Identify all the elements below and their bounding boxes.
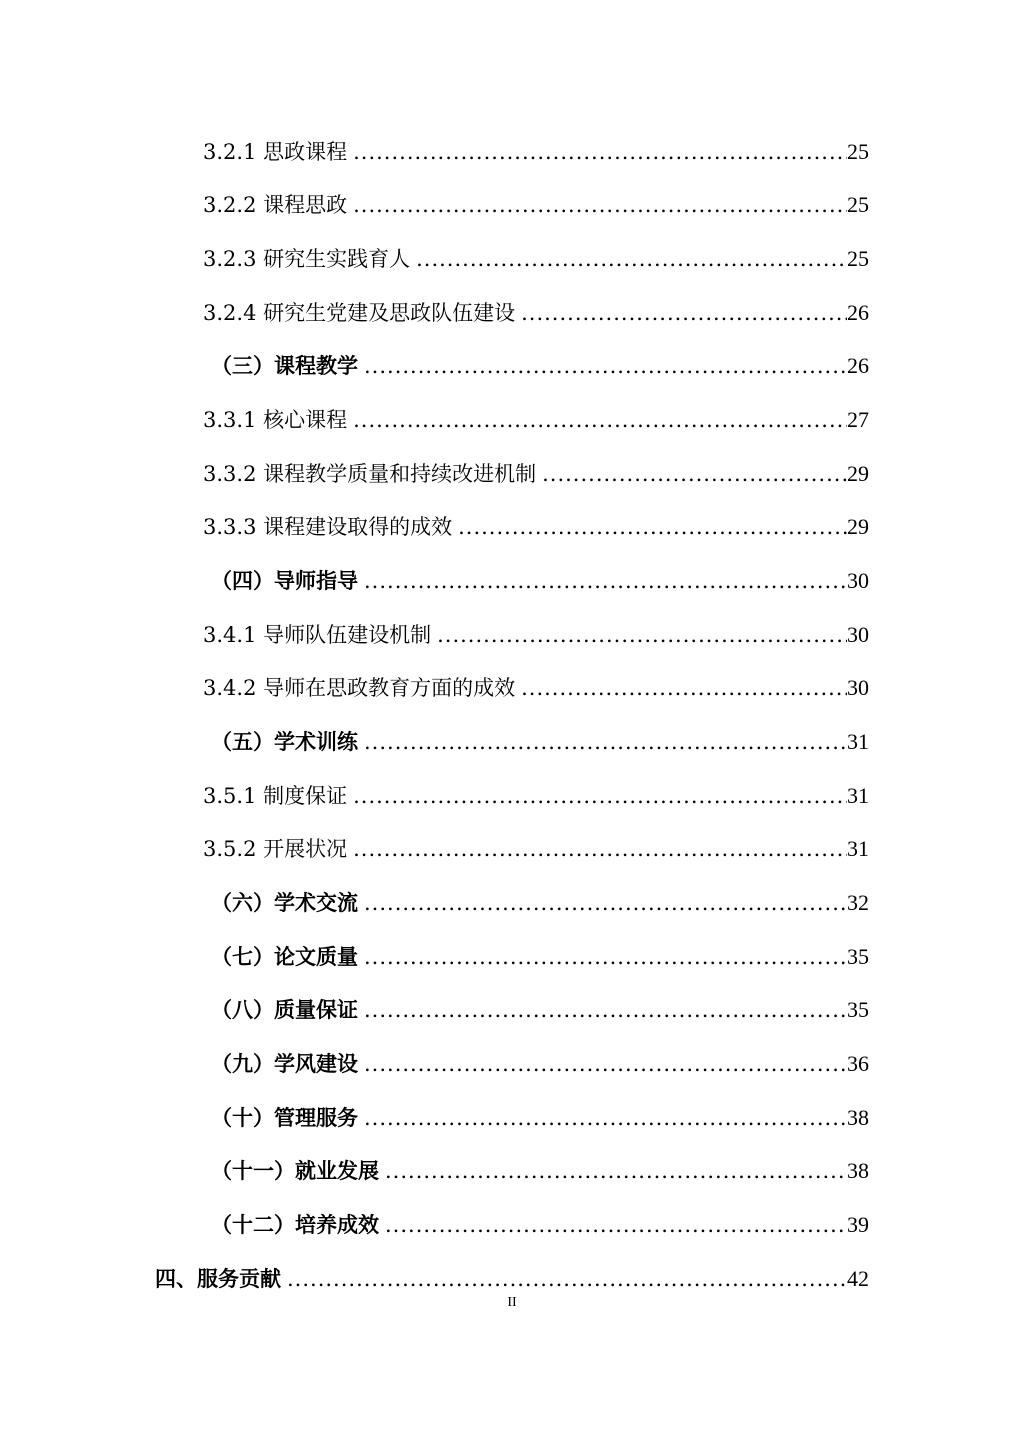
toc-entry-page: 26 [847,300,869,325]
dot-leader [385,1156,847,1186]
toc-entry-label: 3.5.1 制度保证 [203,784,348,808]
toc-entry[interactable] [211,995,869,1025]
toc-entry-page: 29 [847,514,869,539]
toc-entry[interactable] [155,1264,869,1294]
toc-entry[interactable] [203,459,869,489]
dot-leader [416,244,847,274]
toc-entry-page: 30 [847,675,869,700]
toc-entry-label: （十一）就业发展 [211,1158,379,1183]
toc-entry[interactable] [211,727,869,757]
toc-entry[interactable] [203,298,869,328]
toc-entry[interactable] [211,566,869,596]
toc-entry-page: 29 [847,461,869,486]
toc-entry[interactable] [211,888,869,918]
toc-entry[interactable] [203,673,869,703]
toc-entry-page: 25 [847,139,869,164]
toc-entry-page: 35 [847,944,869,969]
toc-entry[interactable] [211,351,869,381]
toc-entry-label: 3.2.1 思政课程 [203,140,348,164]
toc-entry[interactable] [203,834,869,864]
dot-leader [364,566,847,596]
toc-entry-label: （六）学术交流 [211,890,358,915]
toc-entry[interactable] [211,1103,869,1133]
toc-entry-label: 3.4.1 导师队伍建设机制 [203,623,432,647]
toc-entry-page: 35 [847,997,869,1022]
toc-entry-page: 38 [847,1158,869,1183]
toc-entry[interactable] [203,781,869,811]
toc-entry-page: 32 [847,890,869,915]
toc-entry-label: （五）学术训练 [211,729,358,754]
dot-leader [521,673,847,703]
toc-entry[interactable] [211,1210,869,1240]
toc-entry[interactable] [211,1049,869,1079]
toc-entry-page: 31 [847,729,869,754]
dot-leader [364,995,847,1025]
toc-entry[interactable] [203,405,869,435]
dot-leader [364,351,847,381]
toc-entry-page: 30 [847,568,869,593]
toc-entry[interactable] [203,190,869,220]
toc-entry-label: （三）课程教学 [211,353,358,378]
dot-leader [542,459,847,489]
page-number: II [507,1295,517,1310]
dot-leader [353,405,847,435]
toc-entry-label: 3.3.3 课程建设取得的成效 [203,515,453,539]
toc-entry[interactable] [203,512,869,542]
toc-entry-page: 36 [847,1051,869,1076]
dot-leader [458,512,847,542]
dot-leader [521,298,847,328]
toc-entry-page: 39 [847,1212,869,1237]
toc-entry-label: 3.2.2 课程思政 [203,193,348,217]
dot-leader [364,1103,847,1133]
toc-entry-label: （七）论文质量 [211,944,358,969]
dot-leader [364,942,847,972]
dot-leader [364,888,847,918]
toc-entry[interactable] [211,1156,869,1186]
toc-entry-label: 3.3.2 课程教学质量和持续改进机制 [203,462,537,486]
toc-entry-page: 38 [847,1105,869,1130]
toc-entry-page: 25 [847,192,869,217]
toc-entry-label: 四、服务贡献 [155,1266,281,1291]
dot-leader [287,1264,847,1294]
toc-entry-page: 25 [847,246,869,271]
toc-entry-label: 3.3.1 核心课程 [203,408,348,432]
dot-leader [364,1049,847,1079]
toc-entry[interactable] [203,137,869,167]
dot-leader [353,190,847,220]
toc-entry-page: 27 [847,407,869,432]
toc-entry[interactable] [203,244,869,274]
dot-leader [353,137,847,167]
dot-leader [353,834,847,864]
toc-entry-label: 3.2.4 研究生党建及思政队伍建设 [203,301,516,325]
toc-entry-page: 31 [847,783,869,808]
toc-entry-page: 30 [847,622,869,647]
dot-leader [385,1210,847,1240]
toc-entry-page: 31 [847,836,869,861]
toc-entry-label: 3.4.2 导师在思政教育方面的成效 [203,676,516,700]
toc-entry-page: 42 [847,1266,869,1291]
dot-leader [364,727,847,757]
dot-leader [437,620,847,650]
toc-entry-label: 3.2.3 研究生实践育人 [203,247,411,271]
toc-entry-label: （十二）培养成效 [211,1212,379,1237]
toc-entry-label: （十）管理服务 [211,1105,358,1130]
toc-entry-label: （八）质量保证 [211,997,358,1022]
dot-leader [353,781,847,811]
toc-entry-label: 3.5.2 开展状况 [203,837,348,861]
toc-entry-label: （九）学风建设 [211,1051,358,1076]
toc-entry[interactable] [211,942,869,972]
toc-entry-label: （四）导师指导 [211,568,358,593]
toc-entry-page: 26 [847,353,869,378]
toc-entry[interactable] [203,620,869,650]
